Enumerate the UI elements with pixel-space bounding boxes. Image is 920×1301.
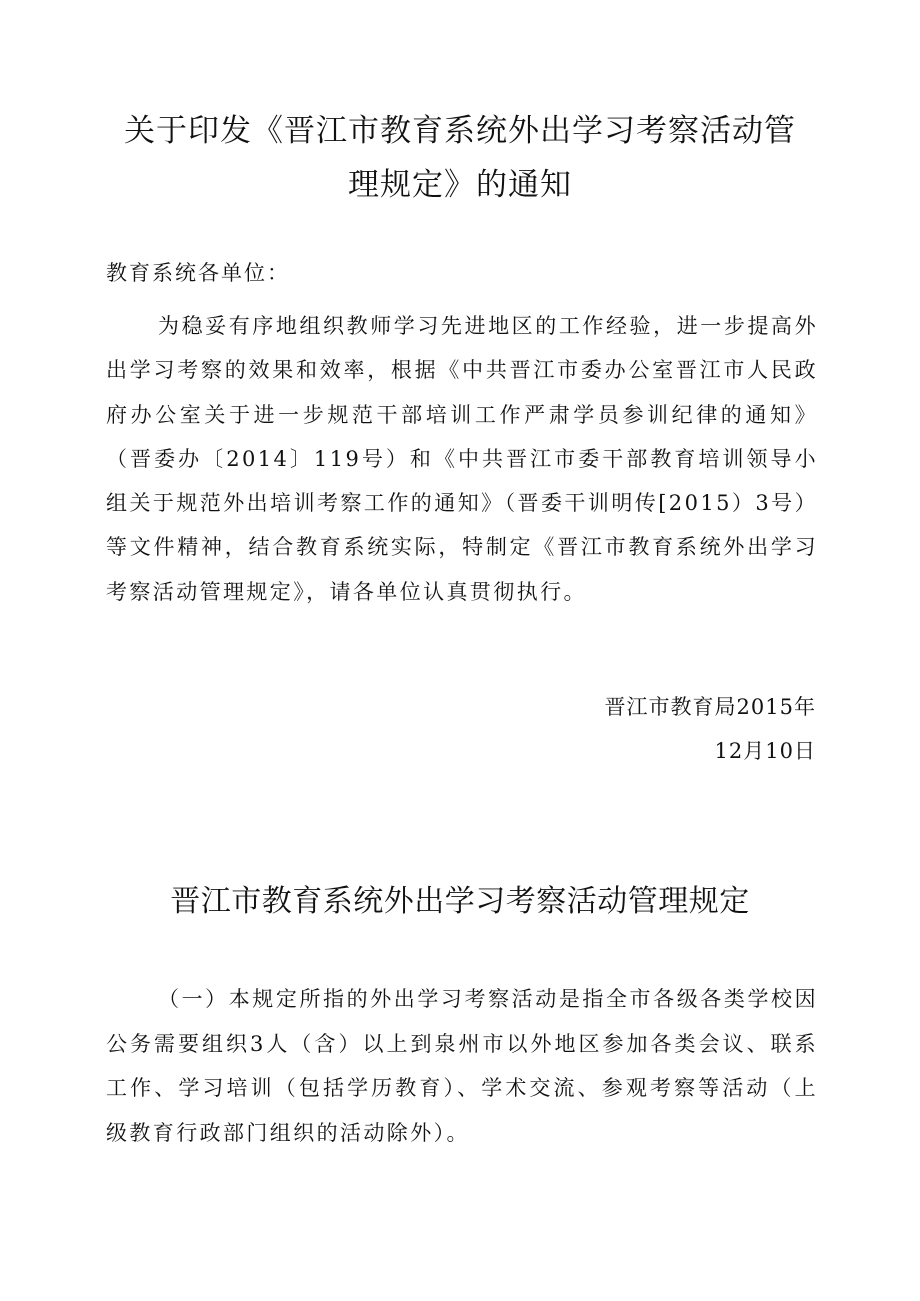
signature-organization: 晋江市教育局2015年 xyxy=(604,695,816,719)
salutation: 教育系统各单位： xyxy=(106,261,290,285)
notice-body-paragraph: 为稳妥有序地组织教师学习先进地区的工作经验，进一步提高外出学习考察的效果和效率，根据《中共晋江市委办公室晋江市人民政府办公室关于进一步规范干部培训工作严肃学员参训纪律的通知》（晋委办〔2014〕119号）和《中共晋江市委干部教育培训领导小组关于规范外出培训考察工作的通知》（晋委干训明传[2015）3号）等文件精神，结合教育系统实际，特制定《晋江市教育系统外出学习考察活动管理规定》，请各单位认真贯彻执行。 xyxy=(106,314,818,604)
signature-block xyxy=(556,685,816,773)
signature-date: 12月10日 xyxy=(714,739,816,763)
rules-title: 晋江市教育系统外出学习考察活动管理规定 xyxy=(170,884,750,919)
rules-paragraph-1: （一）本规定所指的外出学习考察活动是指全市各级各类学校因公务需要组织3人（含）以上到泉州市以外地区参加各类会议、联系工作、学习培训（包括学历教育）、学术交流、参观考察等活动（上级教育行政部门组织的活动除外）。 xyxy=(106,987,818,1145)
notice-title: 关于印发《晋江市教育系统外出学习考察活动管理规定》的通知 xyxy=(124,113,796,203)
